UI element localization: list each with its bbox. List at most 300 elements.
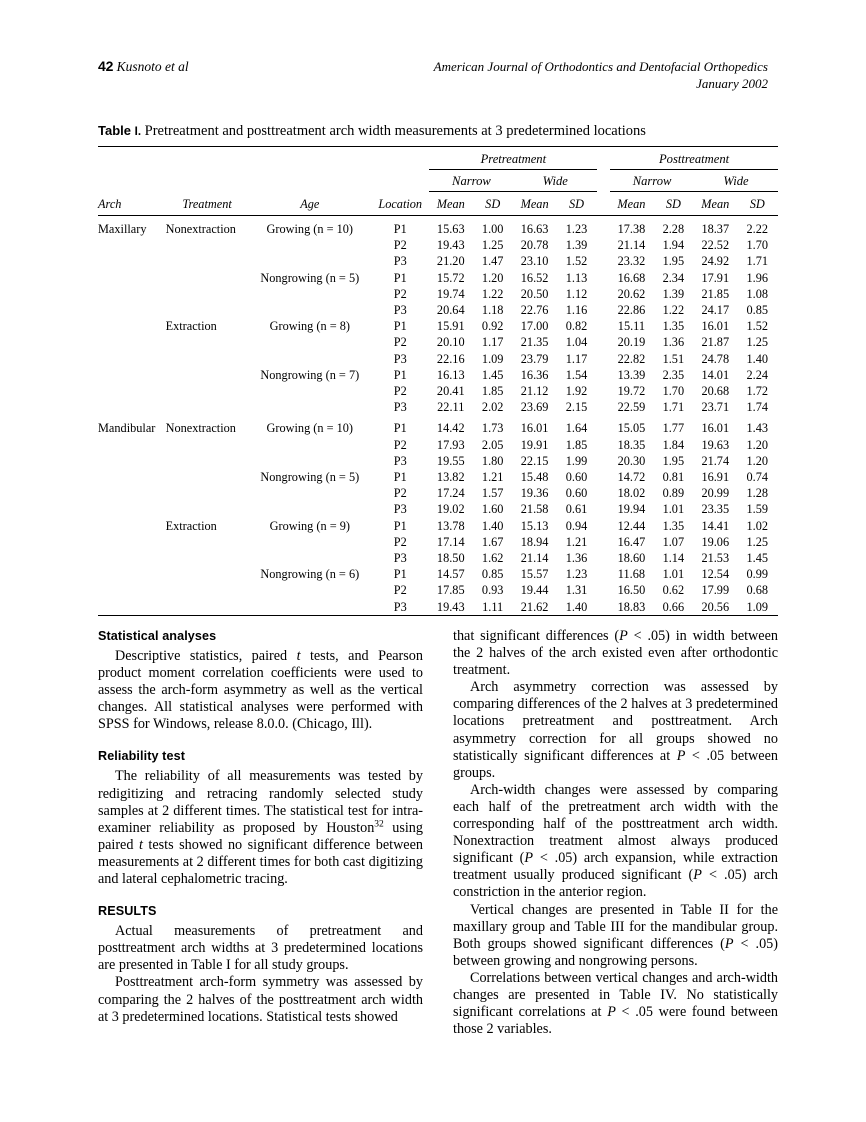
cell-gap: [597, 566, 610, 582]
cell-pre-narrow-sd: 1.57: [481, 486, 504, 501]
cell-post-wide-sd: 1.02: [746, 518, 769, 533]
cell-post-wide-sd: 2.22: [746, 222, 769, 236]
cell-arch: [98, 237, 166, 253]
cell-post-narrow-mean: 13.39: [617, 367, 646, 382]
cell-arch: [98, 286, 166, 302]
page-number: 42: [98, 58, 114, 74]
para-right-5-part2: < .05 were found between those 2 variables.: [453, 1004, 778, 1038]
sub-header-pre-wide: Wide: [513, 170, 597, 192]
table-row: [98, 270, 778, 286]
cell-pre-narrow-mean: 13.82: [436, 470, 465, 485]
cell-post-narrow-mean: 20.19: [617, 335, 646, 350]
cell-age: [249, 253, 371, 269]
cell-pre-wide-sd: 1.13: [565, 270, 588, 285]
cell-pre-narrow-sd: 1.20: [481, 270, 504, 285]
para-right-4: [453, 902, 778, 970]
cell-age: [249, 582, 371, 598]
cell-location: P3: [393, 502, 407, 517]
cell-pre-wide-sd: 1.39: [565, 238, 588, 253]
cell-age: [249, 550, 371, 566]
table-row: [98, 237, 778, 253]
cell-post-wide-sd: 0.68: [746, 583, 769, 598]
cell-treatment: [166, 302, 249, 318]
cell-post-narrow-mean: 18.60: [617, 551, 646, 566]
cell-pre-wide-mean: 22.76: [520, 303, 549, 318]
cell-pre-narrow-mean: 21.20: [436, 254, 465, 269]
table-row: [98, 415, 778, 436]
cell-pre-wide-mean: 19.36: [520, 486, 549, 501]
cell-post-wide-mean: 21.85: [701, 286, 730, 301]
cell-post-wide-mean: 17.91: [701, 270, 730, 285]
heading-reliability-test: Reliability test: [98, 749, 185, 764]
table-number: I.: [134, 126, 142, 138]
para-right-4-part1: Vertical changes are presented in Table II for the maxillary group and Table III for the mandibular group. Both groups showed significant differences (: [453, 901, 778, 952]
cell-pre-wide-mean: 23.10: [520, 254, 549, 269]
cell-gap: [597, 383, 610, 399]
cell-gap: [597, 599, 610, 616]
cell-post-wide-sd: 0.99: [746, 567, 769, 582]
cell-post-narrow-sd: 1.94: [662, 238, 685, 253]
cell-pre-wide-mean: 17.00: [520, 319, 549, 334]
cell-treatment: [166, 534, 249, 550]
cell-post-wide-sd: 0.85: [746, 303, 769, 318]
cell-pre-narrow-mean: 14.57: [436, 567, 465, 582]
cell-gap: [597, 237, 610, 253]
table-body: [98, 216, 778, 616]
cell-treatment: [166, 367, 249, 383]
cell-pre-narrow-sd: 1.47: [481, 254, 504, 269]
col-header-pre-narrow-sd: SD: [485, 197, 501, 211]
cell-treatment: [166, 469, 249, 485]
col-header-age: Age: [300, 197, 320, 211]
table-row: [98, 550, 778, 566]
table-row: [98, 534, 778, 550]
cell-gap: [597, 534, 610, 550]
para-reliability-part1: The reliability of all measurements was tested by redigitizing and retracing randomly selected study samples at 2 different times. The statistical test for intra-examiner reliability as proposed by Houston: [98, 768, 423, 836]
cell-gap: [597, 216, 610, 238]
cell-pre-wide-sd: 2.15: [565, 400, 588, 415]
cell-treatment: [166, 582, 249, 598]
cell-age: Nongrowing (n = 6): [260, 567, 360, 582]
cell-post-wide-sd: 1.59: [746, 502, 769, 517]
cell-arch: [98, 453, 166, 469]
cell-location: P2: [393, 384, 407, 399]
cell-post-narrow-mean: 16.68: [617, 270, 646, 285]
para-right-3-part2: < .05) arch expansion, while extraction treatment usually produced significant (: [453, 850, 778, 884]
cell-pre-narrow-mean: 20.10: [436, 335, 465, 350]
cell-pre-narrow-mean: 19.43: [436, 238, 465, 253]
col-header-treatment: Treatment: [182, 197, 232, 211]
cell-post-wide-mean: 24.78: [701, 351, 730, 366]
table-row: [98, 501, 778, 517]
cell-pre-wide-sd: 1.04: [565, 335, 588, 350]
table-group-header-row: [98, 147, 778, 170]
cell-age: [249, 286, 371, 302]
cell-age: [249, 599, 371, 616]
cell-post-narrow-sd: 1.39: [662, 286, 685, 301]
cell-post-wide-sd: 1.20: [746, 453, 769, 468]
cell-pre-wide-mean: 23.79: [520, 351, 549, 366]
cell-location: P2: [393, 286, 407, 301]
cell-post-wide-mean: 17.99: [701, 583, 730, 598]
col-header-post-wide-sd: SD: [749, 197, 765, 211]
cell-location: P2: [393, 335, 407, 350]
cell-post-narrow-mean: 14.72: [617, 470, 646, 485]
cell-post-narrow-mean: 22.86: [617, 303, 646, 318]
table-bottom-rule-row: [98, 615, 778, 624]
cell-arch: [98, 566, 166, 582]
cell-pre-wide-mean: 21.12: [520, 384, 549, 399]
cell-pre-wide-mean: 23.69: [520, 400, 549, 415]
cell-post-narrow-sd: 1.35: [662, 518, 685, 533]
cell-treatment: [166, 237, 249, 253]
cell-arch: [98, 367, 166, 383]
cell-pre-narrow-sd: 1.09: [481, 351, 504, 366]
cell-post-narrow-sd: 0.89: [662, 486, 685, 501]
cell-post-narrow-sd: 1.07: [662, 534, 685, 549]
table-sub-header-row: [98, 170, 778, 192]
cell-post-wide-sd: 1.25: [746, 335, 769, 350]
cell-age: [249, 534, 371, 550]
table-row: [98, 485, 778, 501]
cell-pre-narrow-sd: 1.80: [481, 453, 504, 468]
cell-gap: [597, 550, 610, 566]
cell-post-narrow-mean: 16.50: [617, 583, 646, 598]
cell-pre-narrow-mean: 15.63: [436, 222, 465, 236]
cell-gap: [597, 453, 610, 469]
cell-age: Growing (n = 8): [269, 319, 350, 334]
cell-post-narrow-sd: 2.35: [662, 367, 685, 382]
cell-pre-narrow-mean: 17.93: [436, 437, 465, 452]
cell-post-wide-sd: 1.08: [746, 286, 769, 301]
cell-post-wide-mean: 19.06: [701, 534, 730, 549]
cell-treatment: Nonextraction: [165, 222, 236, 236]
cell-treatment: [166, 437, 249, 453]
cell-pre-wide-sd: 0.61: [565, 502, 588, 517]
cell-treatment: [166, 270, 249, 286]
table-foot: [98, 615, 778, 624]
cell-location: P2: [393, 437, 407, 452]
cell-pre-wide-sd: 0.60: [565, 486, 588, 501]
para-right-2-part1: Arch asymmetry correction was assessed by comparing differences of the 2 halves at 3 predetermined locations pretreatment and posttreatment. Arch asymmetry correction for all groups showed no statistically significant differences at: [453, 679, 778, 764]
cell-pre-narrow-sd: 1.22: [481, 286, 504, 301]
group-header-pretreatment: Pretreatment: [429, 147, 597, 170]
cell-age: [249, 351, 371, 367]
cell-post-wide-mean: 21.53: [701, 551, 730, 566]
cell-post-narrow-mean: 17.38: [617, 222, 646, 236]
cell-arch: [98, 351, 166, 367]
cell-post-narrow-mean: 18.02: [617, 486, 646, 501]
cell-post-narrow-mean: 20.30: [617, 453, 646, 468]
cell-arch: [98, 437, 166, 453]
col-header-post-wide-mean: Mean: [701, 197, 730, 211]
cell-treatment: Extraction: [165, 518, 217, 533]
cell-pre-narrow-mean: 19.02: [436, 502, 465, 517]
cell-post-narrow-sd: 0.62: [662, 583, 685, 598]
cell-arch: [98, 383, 166, 399]
cell-location: P1: [393, 319, 407, 334]
cell-pre-wide-sd: 1.92: [565, 384, 588, 399]
cell-post-narrow-sd: 1.14: [662, 551, 685, 566]
cell-post-wide-mean: 23.71: [701, 400, 730, 415]
cell-post-narrow-sd: 1.71: [662, 400, 685, 415]
cell-pre-narrow-sd: 1.73: [481, 421, 504, 436]
cell-pre-wide-sd: 0.82: [565, 319, 588, 334]
cell-pre-wide-sd: 1.12: [565, 286, 588, 301]
cell-arch: [98, 302, 166, 318]
cell-gap: [597, 367, 610, 383]
para-statistical-part1: Descriptive statistics, paired: [115, 648, 297, 664]
cell-pre-wide-mean: 16.63: [520, 222, 549, 236]
cell-pre-narrow-sd: 1.17: [481, 335, 504, 350]
cell-post-wide-mean: 18.37: [701, 222, 730, 236]
cell-pre-narrow-sd: 1.21: [481, 470, 504, 485]
cell-pre-wide-mean: 22.15: [520, 453, 549, 468]
cell-pre-narrow-mean: 17.24: [436, 486, 465, 501]
cell-age: Nongrowing (n = 7): [260, 367, 360, 382]
cell-pre-narrow-mean: 14.42: [436, 421, 465, 436]
cell-arch: [98, 318, 166, 334]
cell-pre-narrow-mean: 15.91: [436, 319, 465, 334]
cell-post-wide-sd: 1.70: [746, 238, 769, 253]
cell-age: Nongrowing (n = 5): [260, 270, 360, 285]
para-reliability: [98, 768, 423, 888]
cell-pre-wide-mean: 21.14: [520, 551, 549, 566]
cell-pre-wide-mean: 19.91: [520, 437, 549, 452]
cell-pre-narrow-mean: 19.43: [436, 599, 465, 614]
para-right-3: [453, 782, 778, 902]
cell-pre-wide-mean: 20.50: [520, 286, 549, 301]
cell-post-wide-sd: 1.72: [746, 384, 769, 399]
cell-pre-wide-mean: 15.48: [520, 470, 549, 485]
cell-post-narrow-sd: 1.01: [662, 567, 685, 582]
journal-title: American Journal of Orthodontics and Dentofacial Orthopedics: [433, 59, 768, 74]
cell-post-wide-sd: 1.52: [746, 319, 769, 334]
cell-pre-wide-mean: 15.57: [520, 567, 549, 582]
cell-pre-wide-mean: 21.62: [520, 599, 549, 614]
cell-location: P1: [393, 421, 407, 436]
para-right-1-part1: that significant differences (: [453, 628, 620, 644]
cell-pre-narrow-mean: 20.41: [436, 384, 465, 399]
italic-p-4: P: [693, 867, 702, 884]
cell-post-narrow-mean: 21.14: [617, 238, 646, 253]
cell-pre-wide-mean: 19.44: [520, 583, 549, 598]
cell-treatment: [166, 351, 249, 367]
cell-pre-narrow-mean: 15.72: [436, 270, 465, 285]
cell-post-wide-mean: 16.01: [701, 421, 730, 436]
cell-pre-narrow-sd: 1.00: [481, 222, 504, 236]
cell-pre-narrow-mean: 17.85: [436, 583, 465, 598]
cell-post-narrow-sd: 1.95: [662, 254, 685, 269]
table-wrapper: [98, 146, 778, 624]
cell-location: P2: [393, 238, 407, 253]
table-column-header-row: [98, 192, 778, 216]
para-right-3-part1: Arch-width changes were assessed by comparing each half of the pretreatment arch width with the corresponding half of the posttreatment arch width. Nonextraction treatment almost always produced significant (: [453, 781, 778, 867]
cell-treatment: [166, 485, 249, 501]
cell-pre-wide-mean: 18.94: [520, 534, 549, 549]
para-results-2: Posttreatment arch-form symmetry was assessed by comparing the 2 halves of the posttreatment arch width at 3 predetermined locations. Statistical tests showed: [98, 974, 423, 1025]
cell-gap: [597, 437, 610, 453]
table-row: [98, 469, 778, 485]
italic-p-1: P: [619, 628, 628, 644]
table-caption: [98, 122, 778, 141]
cell-pre-narrow-mean: 16.13: [436, 367, 465, 382]
body-column-left: [98, 628, 423, 1038]
cell-age: [249, 437, 371, 453]
cell-post-wide-sd: 1.96: [746, 270, 769, 285]
cell-post-narrow-sd: 2.28: [662, 222, 685, 236]
cell-pre-narrow-sd: 2.05: [481, 437, 504, 452]
cell-arch: [98, 518, 166, 534]
cell-age: Growing (n = 10): [266, 421, 354, 436]
table-row: [98, 399, 778, 415]
cell-gap: [597, 318, 610, 334]
italic-p-3: P: [524, 850, 534, 867]
cell-pre-narrow-sd: 1.85: [481, 384, 504, 399]
cell-age: [249, 501, 371, 517]
cell-location: P2: [393, 486, 407, 501]
group-header-posttreatment: Posttreatment: [610, 147, 778, 170]
cell-gap: [597, 270, 610, 286]
para-right-5-part1: Correlations between vertical changes and arch-width changes are presented in Table IV. No statistically significant correlations at: [453, 969, 778, 1021]
cell-post-narrow-sd: 2.34: [662, 270, 685, 285]
para-right-1-part2: < .05) in width between the 2 halves of the arch existed even after orthodontic treatment.: [453, 628, 778, 679]
cell-pre-wide-sd: 1.52: [565, 254, 588, 269]
cell-arch: [98, 334, 166, 350]
cell-pre-wide-sd: 1.40: [565, 599, 588, 614]
table-row: [98, 437, 778, 453]
cell-pre-wide-mean: 16.36: [520, 367, 549, 382]
para-reliability-part3: tests showed no significant difference between measurements at 2 different times for both cast digitizing and lateral cephalometric tracing.: [98, 836, 423, 888]
cell-post-wide-sd: 1.09: [746, 599, 769, 614]
col-header-pre-wide-sd: SD: [569, 197, 585, 211]
cell-pre-wide-mean: 21.58: [520, 502, 549, 517]
cell-pre-wide-sd: 1.85: [565, 437, 588, 452]
para-right-3-part3: < .05) arch constriction in the anterior region.: [453, 867, 778, 901]
cell-pre-wide-mean: 16.52: [520, 270, 549, 285]
cell-arch: [98, 501, 166, 517]
cell-pre-wide-mean: 20.78: [520, 238, 549, 253]
cell-gap: [597, 334, 610, 350]
col-header-post-narrow-sd: SD: [665, 197, 681, 211]
cell-post-wide-sd: 1.43: [746, 421, 769, 436]
cell-post-wide-mean: 21.87: [701, 335, 730, 350]
cell-pre-narrow-mean: 13.78: [436, 518, 465, 533]
cell-post-narrow-mean: 23.32: [617, 254, 646, 269]
cell-location: P3: [393, 303, 407, 318]
cell-post-narrow-sd: 1.51: [662, 351, 685, 366]
cell-post-narrow-sd: 1.70: [662, 384, 685, 399]
cell-age: [249, 302, 371, 318]
italic-p-2: P: [676, 747, 686, 764]
cell-post-narrow-sd: 1.35: [662, 319, 685, 334]
cell-pre-wide-sd: 1.54: [565, 367, 588, 382]
cell-post-wide-sd: 1.20: [746, 437, 769, 452]
cell-arch: [98, 582, 166, 598]
table-row: [98, 334, 778, 350]
cell-age: Growing (n = 9): [269, 518, 350, 533]
cell-location: P2: [393, 583, 407, 598]
italic-t-1: t: [296, 648, 301, 664]
cell-post-narrow-sd: 1.22: [662, 303, 685, 318]
cell-post-wide-sd: 1.28: [746, 486, 769, 501]
cell-pre-narrow-mean: 19.74: [436, 286, 465, 301]
cell-post-wide-mean: 14.41: [701, 518, 730, 533]
cell-location: P1: [393, 270, 407, 285]
cell-pre-narrow-sd: 1.67: [481, 534, 504, 549]
cell-pre-wide-sd: 1.23: [565, 222, 588, 236]
col-header-pre-narrow-mean: Mean: [436, 197, 465, 211]
cell-location: P1: [393, 367, 407, 382]
cell-age: [249, 399, 371, 415]
cell-age: [249, 485, 371, 501]
cell-location: P1: [393, 518, 407, 533]
cell-treatment: [166, 383, 249, 399]
cell-pre-wide-sd: 1.21: [565, 534, 588, 549]
cell-treatment: [166, 599, 249, 616]
cell-location: P3: [393, 254, 407, 269]
cell-pre-narrow-sd: 0.85: [481, 567, 504, 582]
cell-post-narrow-mean: 18.35: [617, 437, 646, 452]
sub-header-pre-narrow: Narrow: [429, 170, 513, 192]
cell-pre-wide-sd: 1.36: [565, 551, 588, 566]
table-row: [98, 367, 778, 383]
cell-post-narrow-mean: 18.83: [617, 599, 646, 614]
cell-pre-narrow-mean: 20.64: [436, 303, 465, 318]
para-right-2-part2: < .05 between groups.: [453, 747, 778, 781]
cell-pre-wide-sd: 0.94: [565, 518, 588, 533]
cell-post-narrow-mean: 22.59: [617, 400, 646, 415]
cell-pre-narrow-sd: 0.93: [481, 583, 504, 598]
cell-age: [249, 237, 371, 253]
cell-arch: [98, 550, 166, 566]
cell-arch: [98, 485, 166, 501]
cell-post-wide-mean: 24.17: [701, 303, 730, 318]
cell-arch: [98, 534, 166, 550]
cell-gap: [597, 485, 610, 501]
cell-pre-narrow-sd: 1.45: [481, 367, 504, 382]
sub-header-post-narrow: Narrow: [610, 170, 694, 192]
cell-post-wide-mean: 22.52: [701, 238, 730, 253]
cell-location: P2: [393, 534, 407, 549]
cell-arch: Maxillary: [98, 222, 147, 236]
cell-post-narrow-mean: 22.82: [617, 351, 646, 366]
cell-location: P3: [393, 351, 407, 366]
cell-arch: [98, 399, 166, 415]
cell-pre-narrow-sd: 2.02: [481, 400, 504, 415]
italic-p-6: P: [607, 1004, 616, 1021]
cell-age: [249, 453, 371, 469]
cell-gap: [597, 582, 610, 598]
cell-pre-wide-sd: 1.17: [565, 351, 588, 366]
cell-gap: [597, 302, 610, 318]
cell-post-narrow-mean: 19.72: [617, 384, 646, 399]
cell-treatment: Nonextraction: [165, 421, 236, 436]
cell-pre-wide-sd: 1.31: [565, 583, 588, 598]
cell-post-wide-sd: 1.45: [746, 551, 769, 566]
cell-post-wide-mean: 16.01: [701, 319, 730, 334]
table-caption-text: Pretreatment and posttreatment arch width measurements at 3 predetermined locations: [144, 123, 646, 139]
cell-arch: [98, 270, 166, 286]
table-row: [98, 318, 778, 334]
heading-results: RESULTS: [98, 904, 157, 919]
cell-location: P1: [393, 567, 407, 582]
cell-arch: Mandibular: [98, 421, 156, 436]
body-text: [98, 628, 778, 1038]
table-head: [98, 147, 778, 216]
italic-t-2: t: [138, 836, 143, 853]
cell-location: P3: [393, 599, 407, 614]
